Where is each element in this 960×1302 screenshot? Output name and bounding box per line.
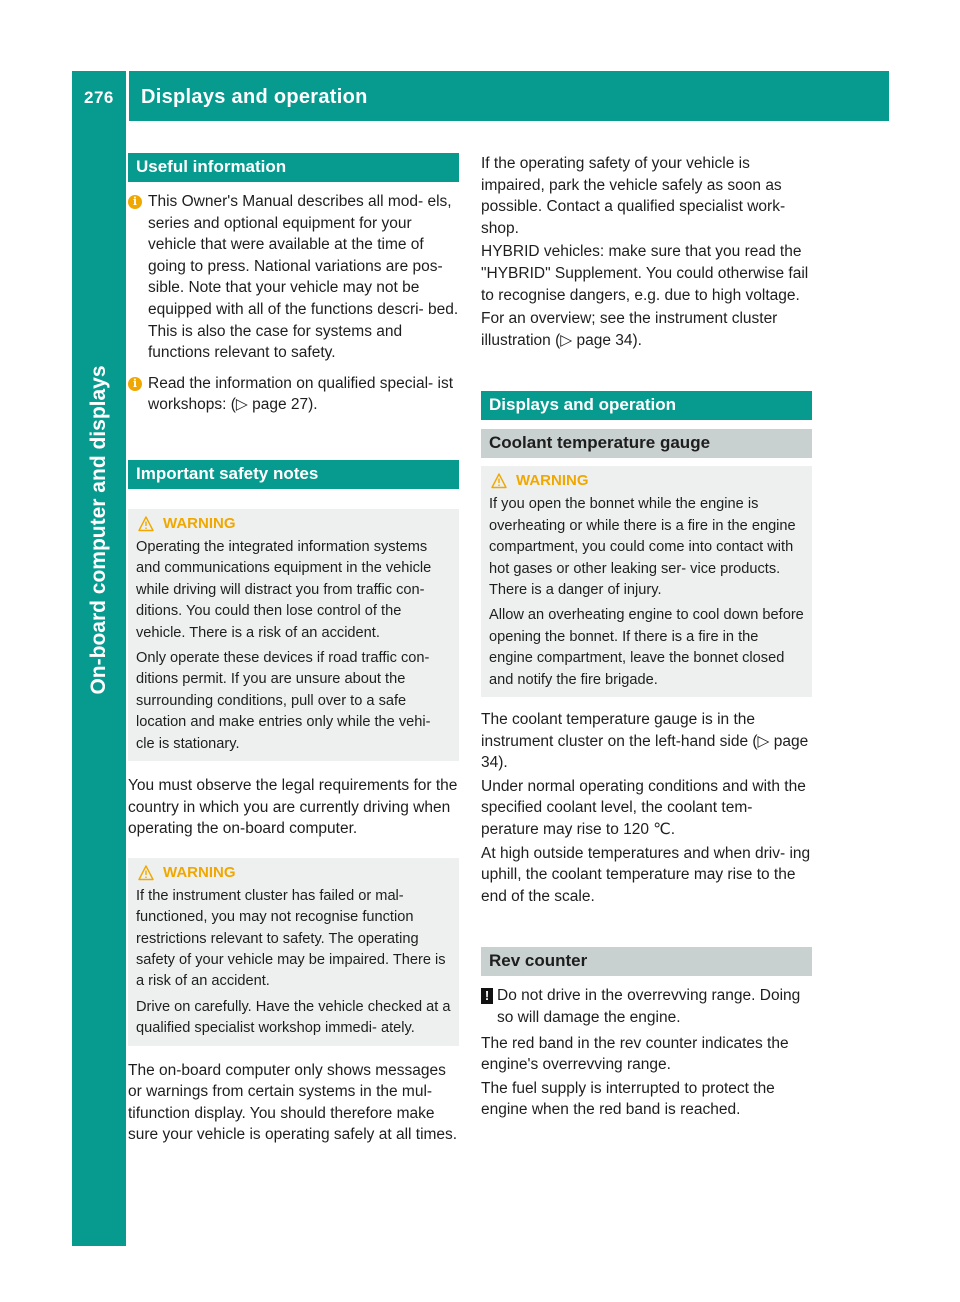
side-label-text: On-board computer and displays (87, 365, 110, 695)
body-paragraph: Under normal operating conditions and with the specified coolant level, the coolant tem- perature may rise to 120 ℃. (481, 777, 806, 838)
warning-triangle-icon (491, 473, 507, 489)
warning-label: WARNING (163, 514, 236, 532)
warning-triangle-icon (138, 865, 154, 881)
left-column (128, 153, 459, 1146)
warning-label: WARNING (516, 472, 589, 490)
body-paragraph: For an overview; see the instrument cluster illustration (▷ page 34). (481, 310, 778, 349)
warning-text: Operating the integrated information systems and communications equipment in the vehicle while driving will distract you from traffic con- ditions. You could then lose control of the vehicle. There is a risk of an accident. (136, 538, 432, 641)
right-column (481, 153, 812, 1121)
subsection-heading-coolant: Coolant temperature gauge (481, 429, 812, 458)
section-heading-useful: Useful information (128, 153, 459, 182)
body-paragraph: You must observe the legal requirements for the country in which you are currently driving when operating the on-board computer. (128, 777, 458, 838)
warning-text: If the instrument cluster has failed or mal- functioned, you may not recognise function restrictions relevant to safety. The operating safety of your vehicle may be impaired. There is a risk of an accident. (136, 887, 446, 990)
warning-box (128, 858, 459, 1046)
caution-note-text: Do not drive in the overrevving range. Doing so will damage the engine. (497, 987, 801, 1026)
warning-text: Only operate these devices if road traffic con- ditions permit. If you are unsure about the surrounding conditions, pull over to a safe location and make entries only while the vehi- cle is stationary. (136, 649, 431, 752)
body-paragraph: The red band in the rev counter indicates the engine's overrevving range. (481, 1034, 789, 1074)
info-note-text: This Owner's Manual describes all mod- els, series and optional equipment for your vehicle that were available at the time of going to press. National variations are pos- sible. Note that your vehicle may not be equipped with all of the functions descri- bed. This is also the case for systems and functions relevant to safety. (148, 193, 459, 362)
info-note (128, 191, 459, 364)
info-icon: i (128, 195, 142, 209)
warning-text: If you open the bonnet while the engine is overheating or while there is a fire in the engine compartment, you could come into contact with hot gases or other leaking ser- vice products. There is a danger of injury. (489, 496, 796, 598)
body-paragraph: HYBRID vehicles: make sure that you read the "HYBRID" Supplement. You could otherwise fail to recognise dangers, e.g. due to high voltage. (481, 243, 809, 304)
header-divider (126, 71, 129, 121)
warning-label: WARNING (163, 863, 236, 881)
body-paragraph: The coolant temperature gauge is in the instrument cluster on the left-hand side (▷ page 34). (481, 711, 809, 772)
body-paragraph: At high outside temperatures and when driv- ing uphill, the coolant temperature may rise to the end of the scale. (481, 844, 811, 905)
page-number: 276 (84, 88, 114, 107)
body-paragraph: The fuel supply is interrupted to protect the engine when the red band is reached. (481, 1079, 775, 1119)
warning-triangle-icon (138, 516, 154, 532)
warning-text: Allow an overheating engine to cool down before opening the bonnet. If there is a fire in the engine compartment, leave the bonnet closed and notify the fire brigade. (489, 607, 804, 688)
page-title: Displays and operation (141, 86, 368, 108)
warning-box (128, 509, 459, 761)
info-icon: i (128, 377, 142, 391)
section-heading-displays: Displays and operation (481, 391, 812, 420)
warning-text: Drive on carefully. Have the vehicle checked at a qualified specialist workshop immedi- ately. (136, 998, 451, 1037)
caution-note (481, 985, 812, 1028)
section-heading-safety: Important safety notes (128, 460, 459, 489)
info-note-text: Read the information on qualified special- ist workshops: (▷ page 27). (148, 374, 454, 414)
subsection-heading-rev-counter: Rev counter (481, 947, 812, 976)
info-note (128, 373, 459, 416)
exclamation-icon: ! (481, 988, 493, 1004)
warning-box (481, 466, 812, 697)
body-paragraph: The on-board computer only shows messages or warnings from certain systems in the mul- tifunction display. You should therefore make sure your vehicle is operating safely at all times. (128, 1061, 458, 1144)
body-paragraph: If the operating safety of your vehicle is impaired, park the vehicle safely as soon as possible. Contact a qualified specialist work- shop. (481, 155, 786, 237)
